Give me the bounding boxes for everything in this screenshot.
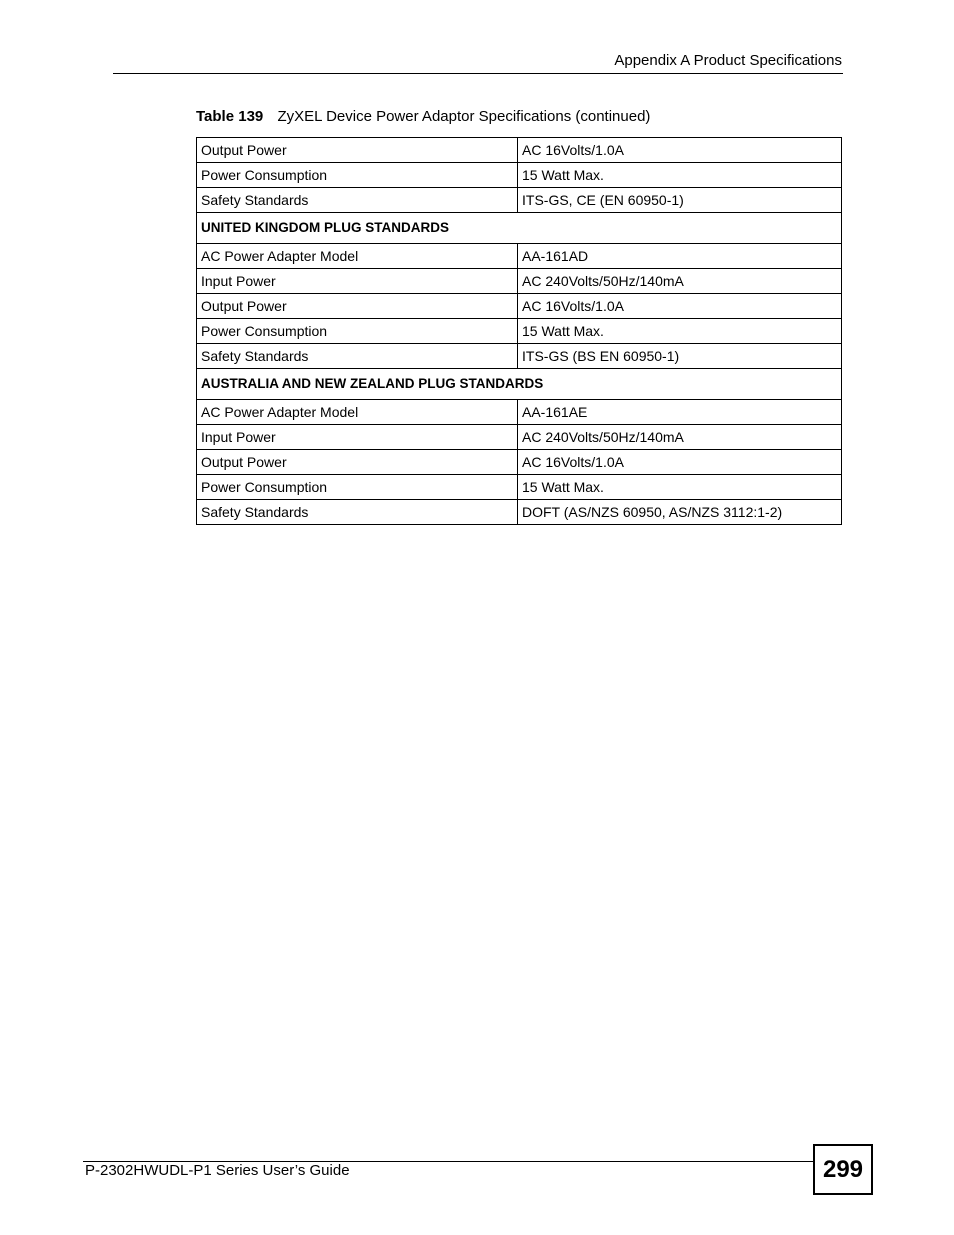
table-row [197, 475, 842, 500]
power-adaptor-spec-table [196, 137, 842, 525]
table-row [197, 269, 842, 294]
spec-value: ITS-GS (BS EN 60950-1) [518, 344, 842, 369]
table-row [197, 138, 842, 163]
table-label: Table 139 [196, 108, 264, 125]
spec-name: Safety Standards [197, 344, 518, 369]
spec-name: AC Power Adapter Model [197, 244, 518, 269]
running-header: Appendix A Product Specifications [614, 52, 842, 69]
section-heading: AUSTRALIA AND NEW ZEALAND PLUG STANDARDS [197, 369, 842, 400]
header-divider [113, 73, 843, 74]
table-row [197, 450, 842, 475]
spec-value: AC 16Volts/1.0A [518, 450, 842, 475]
spec-name: Input Power [197, 269, 518, 294]
spec-value: AA-161AE [518, 400, 842, 425]
spec-value: DOFT (AS/NZS 60950, AS/NZS 3112:1-2) [518, 500, 842, 525]
spec-name: Output Power [197, 294, 518, 319]
spec-name: Output Power [197, 450, 518, 475]
page-number: 299 [813, 1144, 873, 1195]
section-row-uk [197, 213, 842, 244]
table-row [197, 163, 842, 188]
spec-name: Safety Standards [197, 500, 518, 525]
spec-name: Power Consumption [197, 319, 518, 344]
table-row [197, 400, 842, 425]
spec-name: Safety Standards [197, 188, 518, 213]
table-row [197, 500, 842, 525]
spec-value: ITS-GS, CE (EN 60950-1) [518, 188, 842, 213]
spec-value: 15 Watt Max. [518, 163, 842, 188]
table-row [197, 425, 842, 450]
table-row [197, 294, 842, 319]
table-row [197, 319, 842, 344]
guide-title: P-2302HWUDL-P1 Series User’s Guide [85, 1162, 350, 1179]
section-heading: UNITED KINGDOM PLUG STANDARDS [197, 213, 842, 244]
spec-value: 15 Watt Max. [518, 319, 842, 344]
spec-value: AA-161AD [518, 244, 842, 269]
spec-value: AC 16Volts/1.0A [518, 138, 842, 163]
spec-name: Power Consumption [197, 475, 518, 500]
spec-name: Power Consumption [197, 163, 518, 188]
spec-name: AC Power Adapter Model [197, 400, 518, 425]
table-caption [196, 108, 650, 126]
spec-value: AC 240Volts/50Hz/140mA [518, 269, 842, 294]
table-row [197, 244, 842, 269]
table-row [197, 188, 842, 213]
spec-name: Output Power [197, 138, 518, 163]
table-title: ZyXEL Device Power Adaptor Specifications (continued) [277, 108, 651, 125]
table-row [197, 344, 842, 369]
spec-name: Input Power [197, 425, 518, 450]
spec-value: AC 16Volts/1.0A [518, 294, 842, 319]
spec-value: 15 Watt Max. [518, 475, 842, 500]
section-row-anz [197, 369, 842, 400]
spec-value: AC 240Volts/50Hz/140mA [518, 425, 842, 450]
